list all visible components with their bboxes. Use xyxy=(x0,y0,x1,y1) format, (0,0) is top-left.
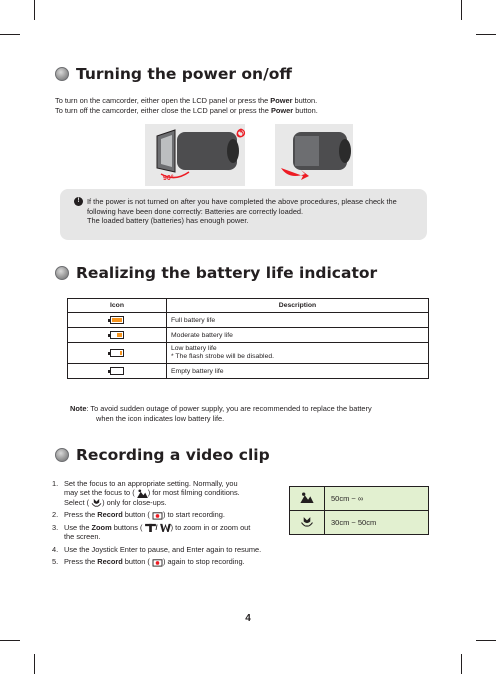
list-item: 3. Use the Zoom buttons ( / ) to zoom in or zoom out the screen. xyxy=(52,522,251,542)
focus-range-table xyxy=(289,486,429,535)
recording-steps xyxy=(52,479,292,570)
list-item: 2. Press the Record button ( ) to start recording. xyxy=(52,510,225,520)
battery-empty-icon xyxy=(110,367,124,375)
table-cell: Low battery life * The flash strobe will be disabled. xyxy=(167,343,429,364)
page-number: 4 xyxy=(245,613,251,624)
heading-bullet-icon xyxy=(55,266,69,280)
power-instructions: To turn on the camcorder, either open the LCD panel or press the Power button. To turn off the camcorder, either close the LCD panel or press the Power button. xyxy=(55,96,318,115)
section-heading-battery xyxy=(55,262,377,284)
table-header-row xyxy=(68,299,429,313)
table-row xyxy=(68,313,429,328)
crop-mark xyxy=(461,654,462,674)
crop-mark xyxy=(0,640,20,641)
table-cell: 50cm ~ ∞ xyxy=(325,487,429,511)
battery-note: Note: To avoid sudden outage of power supply, you are recommended to replace the battery when the icon indicates low battery life. xyxy=(70,404,372,423)
battery-table xyxy=(67,298,429,379)
list-item: 5. Press the Record button ( ) again to stop recording. xyxy=(52,557,245,567)
list-item: 1. Set the focus to an appropriate setting. Normally, you may set the focus to ( ) for most filming conditions. Select ( ) only for close-ups. xyxy=(52,479,240,507)
table-row xyxy=(68,343,429,364)
landscape-mountain-icon xyxy=(300,492,314,503)
power-icon xyxy=(236,128,246,138)
macro-tulip-icon xyxy=(91,498,102,507)
zoom-tele-icon xyxy=(145,523,156,532)
camcorder-closed-illustration xyxy=(275,124,353,186)
table-header: Description xyxy=(167,299,429,313)
list-item: 4. Use the Joystick Enter to pause, and Enter again to resume. xyxy=(52,544,262,554)
macro-tulip-icon xyxy=(300,516,314,527)
table-row xyxy=(68,328,429,343)
crop-mark xyxy=(476,34,496,35)
section-heading-recording xyxy=(55,444,270,466)
record-icon xyxy=(152,511,163,520)
crop-mark xyxy=(34,0,35,20)
crop-mark xyxy=(476,640,496,641)
table-cell: Moderate battery life xyxy=(167,328,429,343)
camcorder-open-illustration xyxy=(145,124,245,186)
table-cell: 30cm ~ 50cm xyxy=(325,511,429,535)
crop-mark xyxy=(0,34,20,35)
crop-mark xyxy=(461,0,462,20)
heading-bullet-icon xyxy=(55,448,69,462)
section-title: Recording a video clip xyxy=(76,446,270,464)
table-cell: Full battery life xyxy=(167,313,429,328)
table-header: Icon xyxy=(68,299,167,313)
power-note-text: If the power is not turned on after you have completed the above procedures, please check the following have been done correctly: Batteries are correctly loaded. The loaded battery (batteries) has enough power. xyxy=(87,197,397,225)
section-title: Realizing the battery life indicator xyxy=(76,264,378,282)
table-row xyxy=(290,487,429,511)
landscape-mountain-icon xyxy=(137,489,148,498)
heading-bullet-icon xyxy=(55,67,69,81)
info-icon: ! xyxy=(74,197,83,206)
angle-label: 90° xyxy=(163,175,174,182)
battery-low-icon xyxy=(110,349,124,357)
battery-moderate-icon xyxy=(110,331,124,339)
battery-full-icon xyxy=(110,316,124,324)
section-title: Turning the power on/off xyxy=(76,65,292,83)
zoom-wide-icon xyxy=(160,523,171,532)
section-heading-power xyxy=(55,63,292,85)
crop-mark xyxy=(34,654,35,674)
record-icon xyxy=(152,558,163,567)
table-row xyxy=(68,364,429,379)
table-cell: Empty battery life xyxy=(167,364,429,379)
table-row xyxy=(290,511,429,535)
